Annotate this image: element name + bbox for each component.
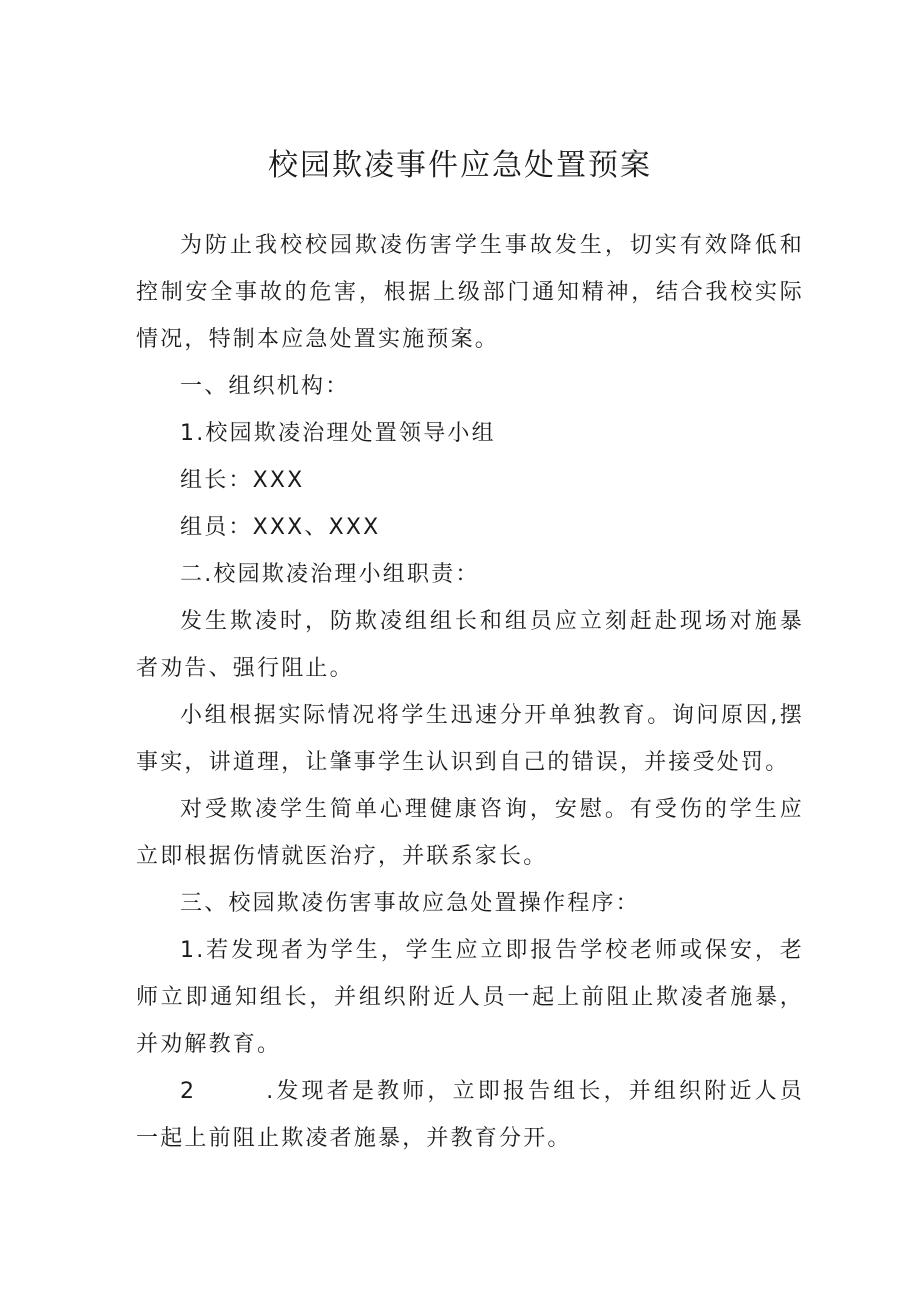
paragraph-duty-3: 对受欺凌学生简单心理健康咨询，安慰。有受伤的学生应立即根据伤情就医治疗，并联系家长。 — [136, 797, 804, 869]
group-members-line: 组员：XXX、XXX — [180, 515, 381, 540]
procedure-2-number: 2 — [180, 1079, 197, 1104]
paragraph-duty-1: 发生欺凌时，防欺凌组组长和组员应立刻赶赴现场对施暴者劝告、强行阻止。 — [136, 609, 804, 681]
paragraph-intro: 为防止我校校园欺凌伤害学生事故发生，切实有效降低和控制安全事故的危害，根据上级部门通知精神，结合我校实际情况，特制本应急处置实施预案。 — [136, 233, 804, 352]
section-heading-duties: 二.校园欺凌治理小组职责： — [180, 562, 480, 587]
group-leader-line: 组长：XXX — [180, 468, 305, 493]
paragraph-duty-2: 小组根据实际情况将学生迅速分开单独教育。询问原因,摆事实，讲道理，让肇事学生认识到自己的错误，并接受处罚。 — [136, 703, 804, 775]
section-heading-procedure: 三、校园欺凌伤害事故应急处置操作程序： — [180, 891, 640, 916]
paragraph-procedure-2 — [136, 1068, 804, 1162]
paragraph-procedure-1: 1.若发现者为学生，学生应立即报告学校老师或保安，老师立即通知组长，并组织附近人员一起上前阻止欺凌者施暴，并劝解教育。 — [136, 938, 804, 1057]
procedure-2-text: .发现者是教师，立即报告组长，并组织附近人员一起上前阻止欺凌者施暴，并教育分开。 — [136, 1079, 804, 1151]
document-title: 校园欺凌事件应急处置预案 — [268, 148, 652, 183]
subsection-leadership-group: 1.校园欺凌治理处置领导小组 — [180, 421, 496, 446]
document-body — [136, 222, 804, 1162]
section-heading-organization: 一、组织机构： — [180, 374, 350, 399]
